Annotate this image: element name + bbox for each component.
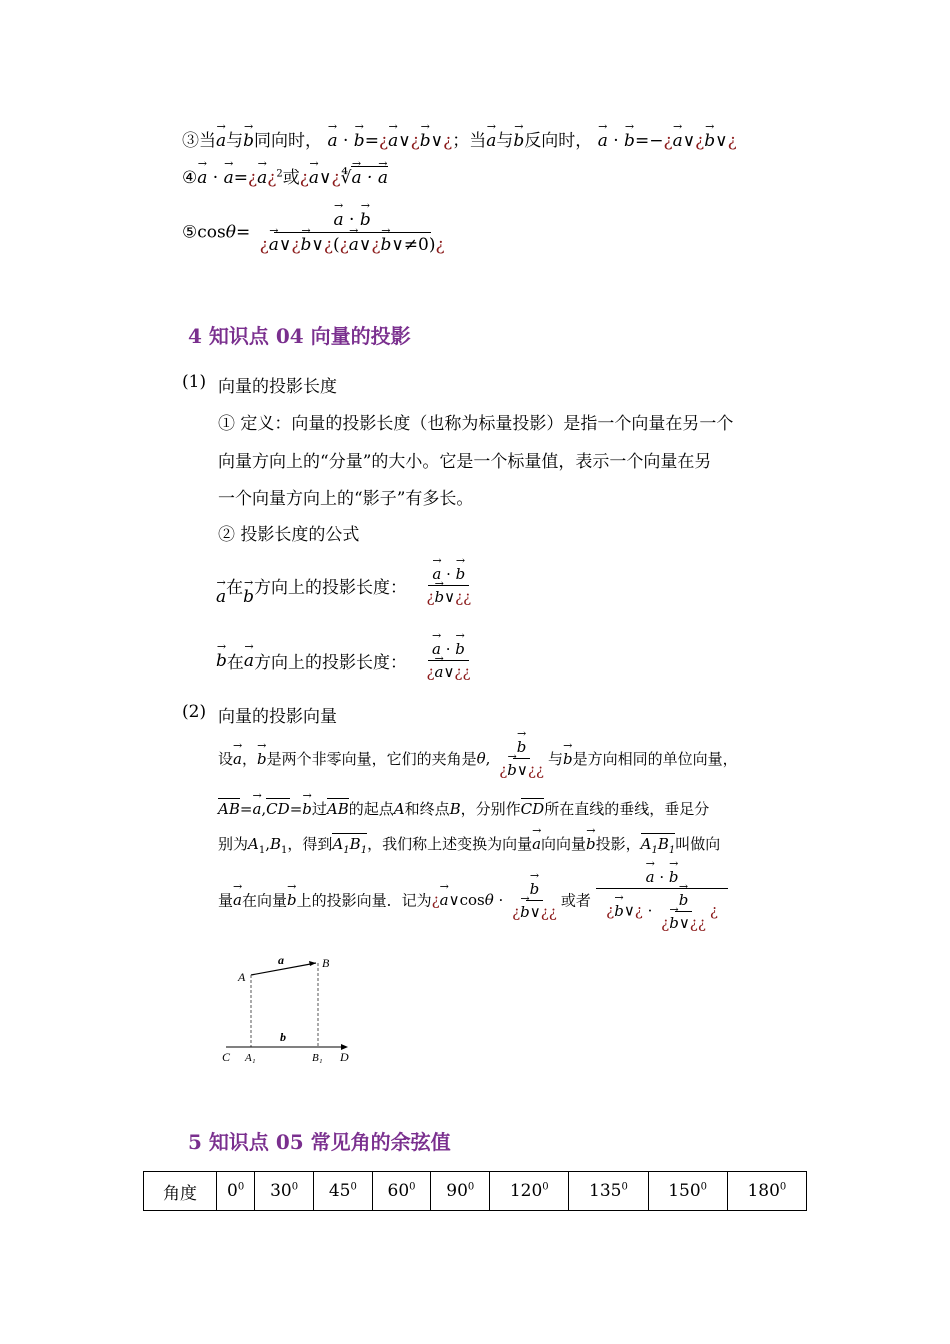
section-5-heading: 5 知识点 05 常见角的余弦值 bbox=[188, 1130, 451, 1154]
angle-cell: $30^0$ bbox=[255, 1172, 314, 1211]
proj-vector-para-3: 别为$A_1,B_1$，得到$A_1B_1$，我们称上述变换为向量→ a向向量→ b投影，$A_1B_1$叫做向 bbox=[218, 833, 720, 856]
label-A: A bbox=[238, 970, 246, 984]
formula-4: ④→ a · → a=¿→ a¿$^2$或¿→ a∨¿∜→ a · → a bbox=[182, 163, 388, 188]
label-a: a bbox=[278, 955, 284, 967]
label-C: C bbox=[222, 1050, 231, 1064]
definition-line-2: 向量方向上的“分量”的大小。它是一个标量值，表示一个向量在另 bbox=[218, 452, 712, 472]
label-D: D bbox=[340, 1050, 349, 1064]
vector-a-arrowhead bbox=[309, 961, 316, 966]
proj-vector-para-2: AB=→ a,CD=→ b过AB的起点A和终点B，分别作CD所在直线的垂线，垂足分 bbox=[218, 798, 709, 819]
angle-cell: $60^0$ bbox=[372, 1172, 431, 1211]
b-on-a-length: → b在→ a方向上的投影长度： → $\frac{a \cdot \to b}{¿\to a\vee¿¿}$ bbox=[216, 640, 475, 681]
label-A1: A₁ bbox=[245, 1052, 256, 1064]
definition-line-3: 一个向量方向上的“影子”有多长。 bbox=[218, 489, 474, 509]
proj-vector-title: 向量的投影向量 bbox=[218, 707, 337, 727]
angle-cell: $135^0$ bbox=[569, 1172, 648, 1211]
section-4-heading: 4 知识点 04 向量的投影 bbox=[188, 324, 411, 348]
label-b: b bbox=[280, 1030, 286, 1044]
proj-vector-label: (2) bbox=[182, 702, 207, 722]
definition-line-1: ① 定义：向量的投影长度（也称为标量投影）是指一个向量在另一个 bbox=[218, 414, 734, 434]
angle-cell: $180^0$ bbox=[727, 1172, 806, 1211]
a-on-b-length: → a在→ b方向上的投影长度： → $\frac{a \cdot \to b}{¿\to b\vee¿¿}$ bbox=[216, 565, 475, 607]
formula-3: ③当→ a与→ b同向时， → a · → b=¿→ a∨¿→ b∨¿；当→ a与→ b反向时， → a · → b=−¿→ a∨¿→ b∨¿ bbox=[182, 126, 737, 151]
proj-vector-para-4: 量→ a在向量→ b上的投影向量．记为¿→ a∨cosθ · → $\frac{b}{¿\to b\vee¿¿}$ 或者 → a · → b ¿→ b∨¿ · → $\frac{b}{¿\to b\vee¿¿}$ ¿ bbox=[218, 868, 728, 932]
proj-length-title: 向量的投影长度 bbox=[218, 377, 337, 397]
header-cell: 角度 bbox=[144, 1172, 217, 1211]
angle-cell: $45^0$ bbox=[313, 1172, 372, 1211]
angle-cell: $150^0$ bbox=[648, 1172, 727, 1211]
label-B1: B₁ bbox=[312, 1052, 323, 1064]
proj-vector-para-1: 设→ a，→ b是两个非零向量，它们的夹角是θ, → $\frac{b}{¿\to b\vee¿¿}$ 与→ b是方向相同的单位向量， bbox=[218, 738, 738, 779]
angle-cell: $90^0$ bbox=[431, 1172, 490, 1211]
label-B: B bbox=[322, 956, 330, 970]
formula-title: ② 投影长度的公式 bbox=[218, 525, 360, 545]
proj-length-label: (1) bbox=[182, 372, 207, 392]
table-row bbox=[144, 1172, 807, 1211]
formula-5: ⑤cosθ= → $\frac{a \cdot \to b}{¿\to a\vee¿\to b\vee¿(¿\to a\vee¿\to b\vee\ne 0)¿}$ bbox=[182, 210, 449, 255]
angle-cell: $0^0$ bbox=[217, 1172, 255, 1211]
projection-diagram bbox=[218, 955, 358, 1067]
cosine-angle-table bbox=[143, 1171, 807, 1211]
angle-cell: $120^0$ bbox=[490, 1172, 569, 1211]
